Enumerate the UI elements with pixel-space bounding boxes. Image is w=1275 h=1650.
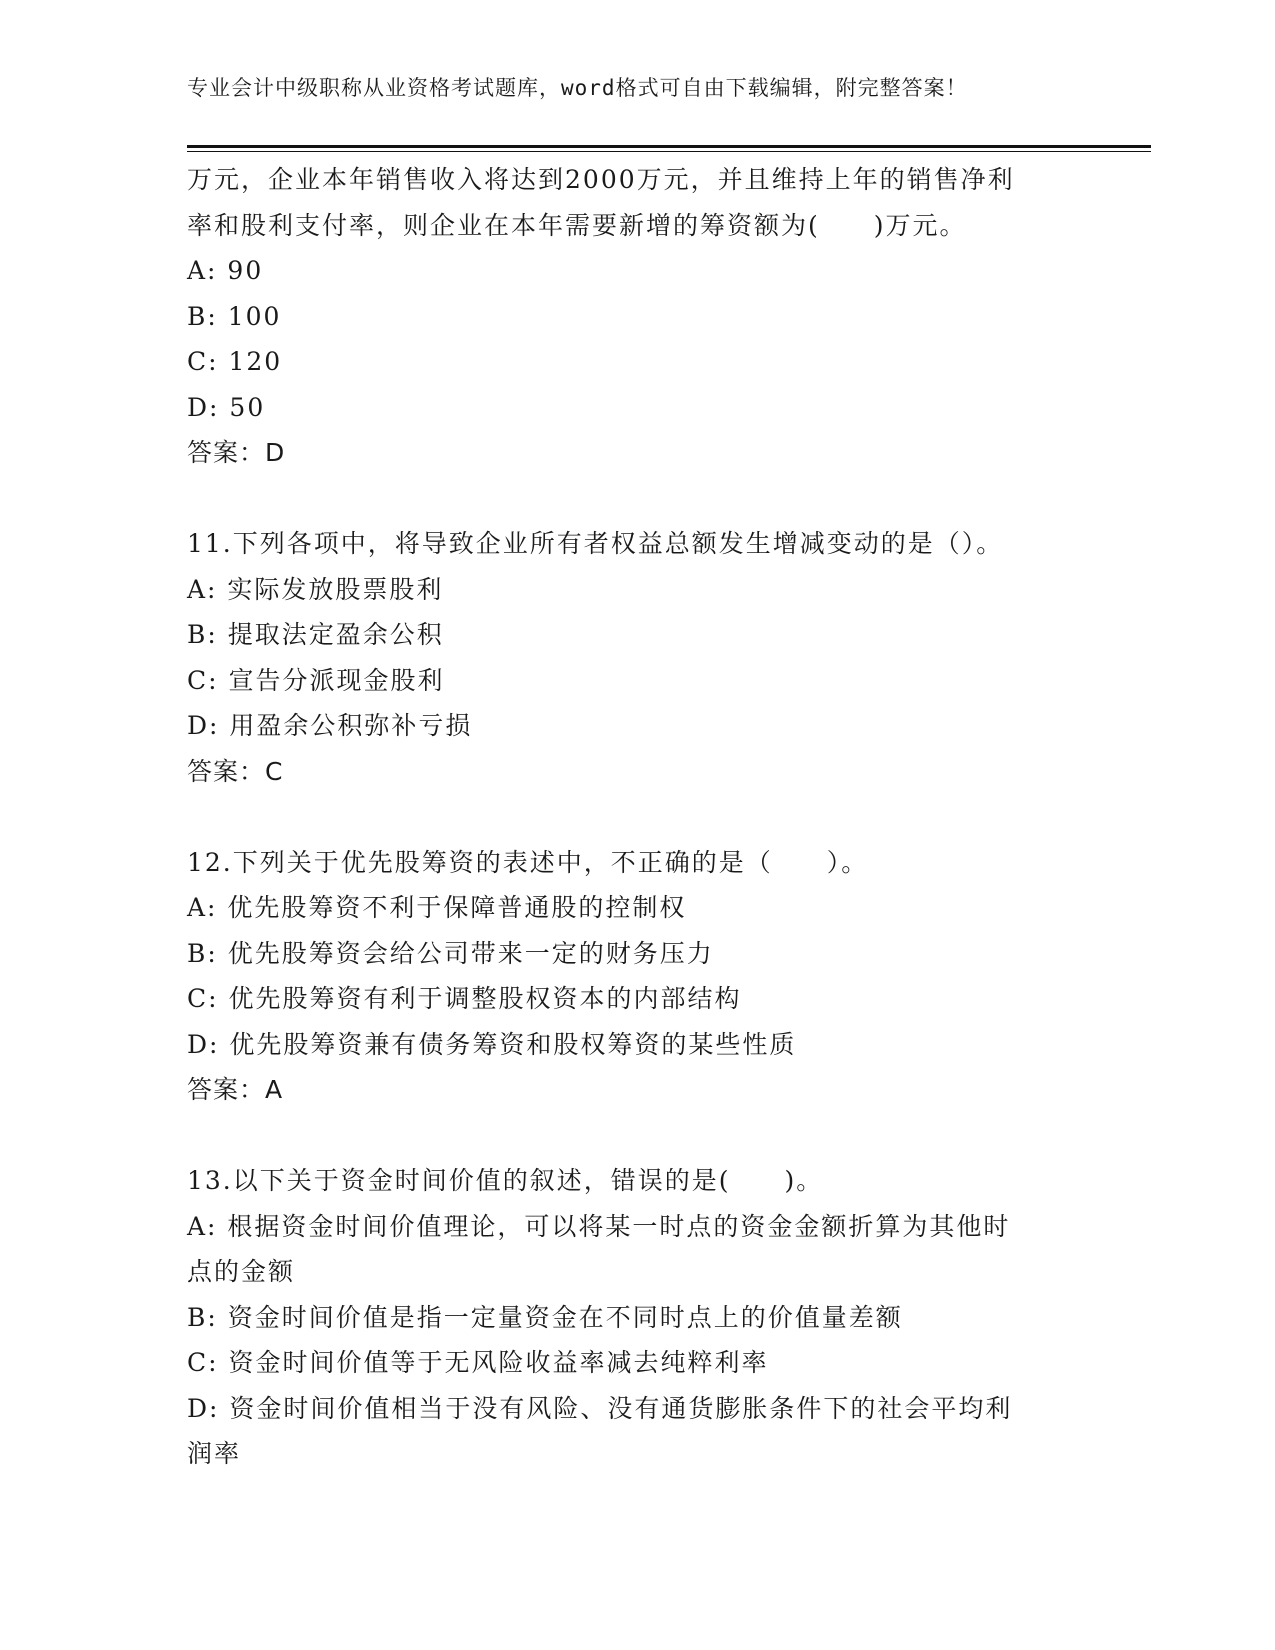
spacer [187,476,1087,522]
option-c: C: 宣告分派现金股利 [187,665,445,695]
question-11 [187,521,1087,794]
option-d: D: 优先股筹资兼有债务筹资和股权筹资的某些性质 [187,1029,797,1059]
question-stem-line: 12.下列关于优先股筹资的表述中，不正确的是（ ）。 [187,847,869,877]
answer: 答案：D [187,438,286,467]
question-stem-line: 13.以下关于资金时间价值的叙述，错误的是( )。 [187,1166,824,1195]
spacer [187,1113,1087,1159]
option-a: A: 根据资金时间价值理论，可以将某一时点的资金金额折算为其他时 [187,1211,1011,1241]
option-a: A: 实际发放股票股利 [187,574,444,604]
option-d: D: 资金时间价值相当于没有风险、没有通货膨胀条件下的社会平均利 [187,1393,1013,1423]
header-rule-thick [187,145,1151,148]
option-c: C: 120 [187,347,283,376]
answer: 答案：A [187,1075,284,1104]
option-c: C: 优先股筹资有利于调整股权资本的内部结构 [187,984,742,1013]
option-d: D: 用盈余公积弥补亏损 [187,711,473,740]
page-header: 专业会计中级职称从业资格考试题库，word格式可自由下载编辑，附完整答案！ [187,76,968,100]
option-a: A: 90 [187,256,264,285]
option-b: B: 优先股筹资会给公司带来一定的财务压力 [187,938,714,968]
spacer [187,794,1087,840]
option-b: B: 提取法定盈余公积 [187,620,444,649]
answer: 答案：C [187,756,284,786]
header-rule-thin [187,151,1151,152]
question-13 [187,1158,1087,1477]
question-stem-line: 万元，企业本年销售收入将达到2000万元，并且维持上年的销售净利 [187,165,1015,194]
question-12 [187,840,1087,1113]
option-b: B: 100 [187,301,282,331]
question-stem-line: 率和股利支付率，则企业在本年需要新增的筹资额为( )万元。 [187,210,967,240]
question-list [187,157,1087,1477]
question-10 [187,157,1087,476]
option-d: D: 50 [187,392,266,422]
option-c: C: 资金时间价值等于无风险收益率减去纯粹利率 [187,1348,769,1377]
option-a-continued: 点的金额 [187,1257,296,1286]
option-a: A: 优先股筹资不利于保障普通股的控制权 [187,893,687,922]
question-stem-line: 11.下列各项中，将导致企业所有者权益总额发生增减变动的是（）。 [187,529,1004,558]
option-b: B: 资金时间价值是指一定量资金在不同时点上的价值量差额 [187,1302,903,1332]
option-d-continued: 润率 [187,1439,242,1468]
